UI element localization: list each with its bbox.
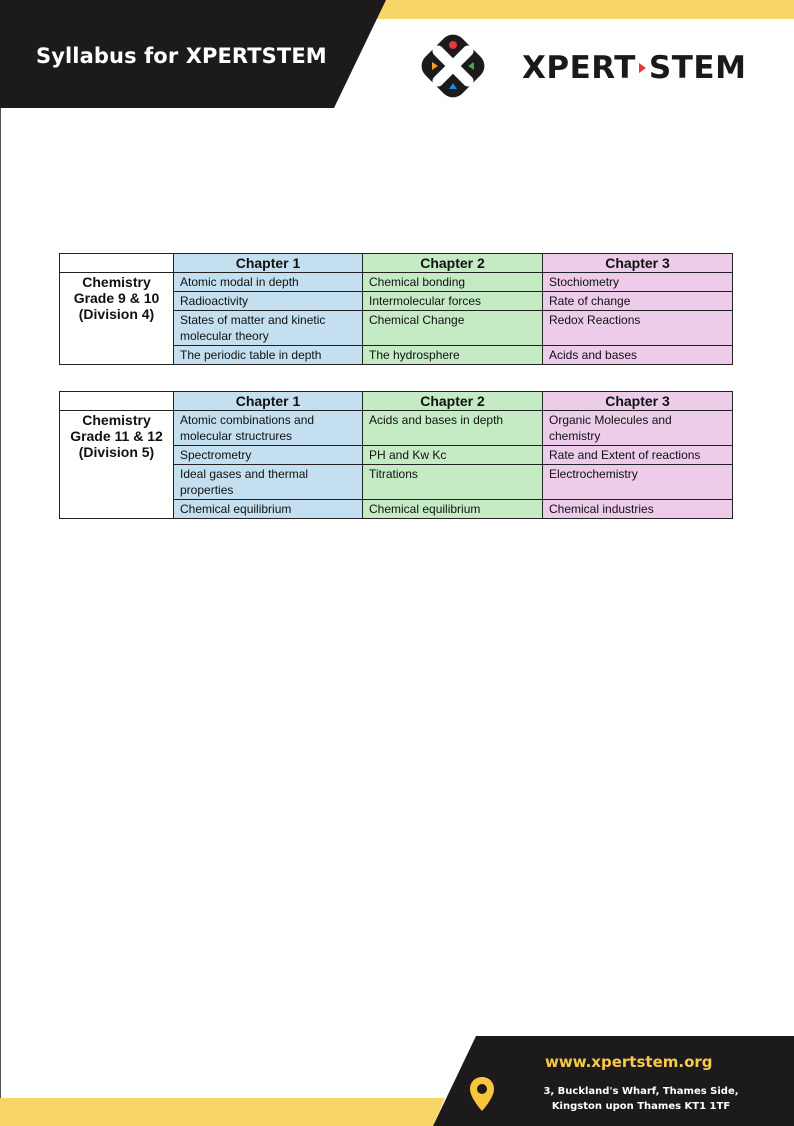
table-cell: Rate and Extent of reactions xyxy=(543,446,733,465)
row-label-subject: Chemistry xyxy=(82,274,151,290)
table-cell: Chemical equilibrium xyxy=(363,500,543,519)
row-label-division: (Division 5) xyxy=(78,444,155,460)
table-cell: States of matter and kinetic molecular theory xyxy=(174,311,363,346)
website-link[interactable]: www.xpertstem.org xyxy=(545,1053,713,1071)
brand-separator-icon xyxy=(639,63,646,73)
table-cell: Chemical industries xyxy=(543,500,733,519)
brand-left: XPERT xyxy=(522,50,636,86)
row-label-grade: Grade 11 & 12 xyxy=(70,428,163,444)
chapter-3-header: Chapter 3 xyxy=(543,254,733,273)
blank-header-cell xyxy=(60,392,174,411)
address xyxy=(526,1084,756,1114)
table-row xyxy=(60,273,733,292)
row-label-division: (Division 4) xyxy=(78,306,155,322)
table-cell: Atomic combinations and molecular structrures xyxy=(174,411,363,446)
brand-wordmark xyxy=(522,50,746,86)
table-header-row xyxy=(60,254,733,273)
brand-right: STEM xyxy=(648,50,747,86)
table-cell: Chemical equilibrium xyxy=(174,500,363,519)
syllabus-table-division-5 xyxy=(59,391,733,519)
chapter-2-header: Chapter 2 xyxy=(363,392,543,411)
table-cell: Intermolecular forces xyxy=(363,292,543,311)
table-cell: The periodic table in depth xyxy=(174,346,363,365)
row-label-subject: Chemistry xyxy=(82,412,151,428)
table-cell: Acids and bases in depth xyxy=(363,411,543,446)
chapter-1-header: Chapter 1 xyxy=(174,392,363,411)
page-title: Syllabus for XPERTSTEM xyxy=(36,44,327,68)
table-cell: Electrochemistry xyxy=(543,465,733,500)
table-cell: The hydrosphere xyxy=(363,346,543,365)
table-cell: Stochiometry xyxy=(543,273,733,292)
row-label-grade: Grade 9 & 10 xyxy=(73,290,160,306)
table-header-row xyxy=(60,392,733,411)
table-cell: PH and Kw Kc xyxy=(363,446,543,465)
address-line-1: 3, Buckland's Wharf, Thames Side, xyxy=(543,1086,739,1097)
table-cell: Atomic modal in depth xyxy=(174,273,363,292)
address-line-2: Kingston upon Thames KT1 1TF xyxy=(551,1101,731,1112)
table-cell: Chemical bonding xyxy=(363,273,543,292)
row-label xyxy=(60,411,174,519)
location-pin-icon xyxy=(469,1076,495,1112)
table-cell: Organic Molecules and chemistry xyxy=(543,411,733,446)
table-cell: Radioactivity xyxy=(174,292,363,311)
chapter-1-header: Chapter 1 xyxy=(174,254,363,273)
table-cell: Acids and bases xyxy=(543,346,733,365)
row-label xyxy=(60,273,174,365)
syllabus-table-division-4 xyxy=(59,253,733,365)
table-cell: Redox Reactions xyxy=(543,311,733,346)
xpertstem-logo-icon xyxy=(414,27,492,105)
table-cell: Chemical Change xyxy=(363,311,543,346)
table-cell: Spectrometry xyxy=(174,446,363,465)
chapter-2-header: Chapter 2 xyxy=(363,254,543,273)
table-cell: Rate of change xyxy=(543,292,733,311)
table-cell: Titrations xyxy=(363,465,543,500)
table-row xyxy=(60,411,733,446)
chapter-3-header: Chapter 3 xyxy=(543,392,733,411)
table-cell: Ideal gases and thermal properties xyxy=(174,465,363,500)
blank-header-cell xyxy=(60,254,174,273)
